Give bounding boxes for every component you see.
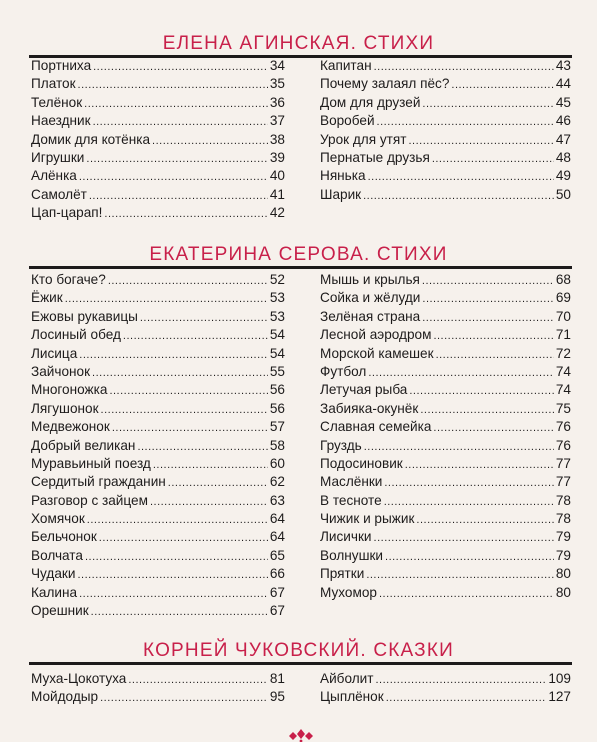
toc-entry-page: 78 bbox=[555, 492, 571, 508]
toc-entry bbox=[31, 547, 285, 565]
section-title-chukovsky: КОРНЕЙ ЧУКОВСКИЙ. СКАЗКИ bbox=[143, 640, 454, 661]
toc-entry bbox=[31, 112, 285, 130]
toc-entry-page: 66 bbox=[269, 566, 285, 582]
toc-entry bbox=[320, 381, 571, 399]
toc-entry bbox=[31, 473, 285, 491]
toc-entry-title: Лисички bbox=[320, 529, 372, 545]
toc-entry-page: 72 bbox=[555, 345, 571, 361]
toc-entry-page: 57 bbox=[269, 419, 285, 435]
toc-entry-title: Ёжик bbox=[31, 290, 63, 306]
dot-leader bbox=[84, 94, 268, 113]
toc-entry-page: 40 bbox=[269, 168, 285, 184]
toc-entry-title: Сердитый гражданин bbox=[31, 474, 166, 490]
toc-entry-page: 36 bbox=[269, 94, 285, 110]
toc-entry-page: 68 bbox=[555, 272, 571, 287]
toc-entry-page: 48 bbox=[555, 149, 571, 165]
toc-entry-page: 56 bbox=[269, 382, 285, 398]
dot-leader bbox=[89, 186, 268, 205]
toc-entry-page: 62 bbox=[269, 474, 285, 490]
toc-entry-title: Шарик bbox=[320, 186, 362, 202]
dot-leader bbox=[109, 381, 267, 400]
toc-entry bbox=[31, 326, 285, 344]
toc-entry-title: Сойка и жёлуди bbox=[320, 290, 421, 306]
dot-leader bbox=[91, 602, 268, 621]
toc-entry-page: 41 bbox=[269, 186, 285, 202]
toc-entry-page: 79 bbox=[555, 529, 571, 545]
toc-column-right bbox=[320, 670, 571, 707]
toc-column-right bbox=[320, 271, 571, 602]
section-title-aginskaya: ЕЛЕНА АГИНСКАЯ. СТИХИ bbox=[162, 33, 435, 54]
toc-entry-title: Добрый великан bbox=[31, 437, 136, 453]
toc-entry-title: Пернатые друзья bbox=[320, 149, 430, 165]
toc-entry-page: 55 bbox=[269, 363, 285, 379]
toc-entry bbox=[320, 326, 571, 344]
toc-entry bbox=[31, 131, 285, 149]
dot-leader bbox=[85, 547, 268, 566]
toc-entry bbox=[31, 688, 285, 706]
toc-entry-page: 71 bbox=[555, 327, 571, 343]
toc-entry-title: Ежовы рукавицы bbox=[31, 308, 138, 324]
toc-entry bbox=[31, 381, 285, 399]
toc-entry-page: 43 bbox=[555, 58, 571, 73]
toc-entry bbox=[320, 455, 571, 473]
toc-entry bbox=[31, 670, 285, 688]
toc-column-left bbox=[31, 57, 285, 223]
toc-entry-page: 75 bbox=[555, 400, 571, 416]
toc-entry-title: Морской камешек bbox=[320, 345, 434, 361]
toc-entry-title: Нянька bbox=[320, 168, 366, 184]
dot-leader bbox=[128, 670, 268, 689]
toc-entry bbox=[31, 345, 285, 363]
dot-leader bbox=[364, 437, 554, 456]
toc-entry bbox=[31, 492, 285, 510]
toc-entry bbox=[320, 473, 571, 491]
toc-entry-title: Цап-царап! bbox=[31, 205, 103, 221]
toc-column-right bbox=[320, 57, 571, 204]
toc-entry-page: 50 bbox=[555, 186, 571, 202]
toc-entry-title: В тесноте bbox=[320, 492, 382, 508]
toc-entry-page: 76 bbox=[555, 437, 571, 453]
toc-entry bbox=[31, 271, 285, 289]
toc-entry bbox=[31, 149, 285, 167]
toc-entry-title: Орешник bbox=[31, 603, 89, 619]
toc-entry bbox=[320, 112, 571, 130]
dot-leader bbox=[78, 75, 268, 94]
toc-entry-page: 44 bbox=[555, 76, 571, 92]
toc-entry-title: Кто богаче? bbox=[31, 272, 106, 287]
toc-entry-page: 74 bbox=[555, 382, 571, 398]
toc-entry bbox=[31, 400, 285, 418]
toc-entry-page: 109 bbox=[548, 671, 571, 686]
toc-entry-title: Мухомор bbox=[320, 584, 377, 600]
toc-entry-page: 54 bbox=[269, 327, 285, 343]
toc-entry bbox=[320, 688, 571, 706]
toc-entry-title: Многоножка bbox=[31, 382, 108, 398]
dot-leader bbox=[77, 565, 267, 584]
dot-leader bbox=[93, 112, 268, 131]
dot-leader bbox=[79, 167, 268, 186]
toc-entry-title: Муха-Цокотуха bbox=[31, 671, 127, 686]
toc-entry bbox=[31, 94, 285, 112]
toc-entry-page: 53 bbox=[269, 308, 285, 324]
toc-entry-page: 67 bbox=[269, 584, 285, 600]
toc-entry bbox=[320, 167, 571, 185]
toc-entry-title: Айболит bbox=[320, 671, 374, 686]
section-title-serova: ЕКАТЕРИНА СЕРОВА. СТИХИ bbox=[149, 244, 448, 265]
toc-entry-page: 38 bbox=[269, 131, 285, 147]
dot-leader bbox=[422, 94, 553, 113]
dot-leader bbox=[92, 363, 268, 382]
toc-entry-title: Телёнок bbox=[31, 94, 83, 110]
toc-entry-title: Волнушки bbox=[320, 547, 384, 563]
dot-leader bbox=[140, 308, 268, 327]
dot-leader bbox=[100, 688, 268, 707]
toc-entry-page: 58 bbox=[269, 437, 285, 453]
ornament-icon bbox=[286, 728, 316, 742]
toc-entry-page: 65 bbox=[269, 547, 285, 563]
toc-entry-title: Цыплёнок bbox=[320, 689, 384, 705]
toc-entry-title: Чижик и рыжик bbox=[320, 511, 415, 527]
toc-entry-title: Зелёная страна bbox=[320, 308, 421, 324]
dot-leader bbox=[99, 528, 268, 547]
toc-entry-title: Маслёнки bbox=[320, 474, 383, 490]
toc-entry-page: 64 bbox=[269, 511, 285, 527]
dot-leader bbox=[377, 112, 554, 131]
toc-entry-page: 74 bbox=[555, 363, 571, 379]
toc-entry-title: Лесной аэродром bbox=[320, 327, 432, 343]
toc-entry bbox=[320, 149, 571, 167]
toc-entry-page: 34 bbox=[269, 58, 285, 73]
dot-leader bbox=[384, 492, 554, 511]
dot-leader bbox=[87, 510, 268, 529]
toc-entry-title: Дом для друзей bbox=[320, 94, 421, 110]
toc-entry-title: Лягушонок bbox=[31, 400, 99, 416]
toc-entry bbox=[31, 204, 285, 222]
dot-leader bbox=[152, 131, 268, 150]
toc-entry-title: Лосиный обед bbox=[31, 327, 121, 343]
toc-entry bbox=[320, 547, 571, 565]
toc-entry-page: 77 bbox=[555, 455, 571, 471]
toc-entry-title: Чудаки bbox=[31, 566, 76, 582]
section-rule bbox=[29, 662, 572, 665]
toc-entry bbox=[31, 510, 285, 528]
toc-entry bbox=[31, 418, 285, 436]
toc-entry-page: 37 bbox=[269, 113, 285, 129]
dot-leader bbox=[79, 584, 268, 603]
dot-leader bbox=[363, 186, 554, 205]
dot-leader bbox=[65, 289, 268, 308]
toc-entry-title: Наездник bbox=[31, 113, 91, 129]
toc-entry-page: 52 bbox=[269, 272, 285, 287]
dot-leader bbox=[385, 547, 554, 566]
toc-entry bbox=[320, 363, 571, 381]
toc-entry-title: Лисица bbox=[31, 345, 78, 361]
toc-entry-page: 80 bbox=[555, 566, 571, 582]
dot-leader bbox=[79, 345, 268, 364]
toc-entry bbox=[31, 584, 285, 602]
dot-leader bbox=[112, 418, 268, 437]
toc-entry-title: Славная семейка bbox=[320, 419, 432, 435]
toc-entry bbox=[320, 289, 571, 307]
toc-entry-page: 78 bbox=[555, 511, 571, 527]
toc-entry bbox=[320, 308, 571, 326]
toc-entry bbox=[320, 345, 571, 363]
dot-leader bbox=[108, 271, 268, 290]
dot-leader bbox=[137, 437, 267, 456]
toc-entry-title: Подосиновик bbox=[320, 455, 403, 471]
section-rule bbox=[29, 266, 572, 269]
toc-entry-page: 69 bbox=[555, 290, 571, 306]
toc-entry-page: 46 bbox=[555, 113, 571, 129]
dot-leader bbox=[422, 289, 553, 308]
toc-entry-page: 127 bbox=[548, 689, 571, 705]
dot-leader bbox=[374, 528, 554, 547]
toc-entry-title: Волчата bbox=[31, 547, 83, 563]
toc-entry-page: 42 bbox=[269, 205, 285, 221]
dot-leader bbox=[168, 473, 268, 492]
toc-entry bbox=[320, 186, 571, 204]
toc-entry bbox=[31, 455, 285, 473]
dot-leader bbox=[101, 400, 268, 419]
toc-entry-page: 95 bbox=[269, 689, 285, 705]
toc-entry-title: Алёнка bbox=[31, 168, 77, 184]
toc-entry bbox=[320, 670, 571, 688]
toc-entry-title: Медвежонок bbox=[31, 419, 110, 435]
toc-entry-title: Домик для котёнка bbox=[31, 131, 151, 147]
toc-entry-page: 76 bbox=[555, 419, 571, 435]
toc-entry bbox=[320, 418, 571, 436]
toc-entry bbox=[320, 131, 571, 149]
toc-entry bbox=[31, 437, 285, 455]
toc-entry-title: Почему залаял пёс? bbox=[320, 76, 450, 92]
dot-leader bbox=[379, 584, 554, 603]
toc-entry bbox=[31, 186, 285, 204]
dot-leader bbox=[432, 149, 554, 168]
dot-leader bbox=[420, 400, 554, 419]
toc-entry bbox=[320, 492, 571, 510]
toc-entry bbox=[31, 75, 285, 93]
toc-entry-page: 39 bbox=[269, 149, 285, 165]
toc-entry bbox=[320, 57, 571, 75]
toc-entry-title: Груздь bbox=[320, 437, 362, 453]
dot-leader bbox=[422, 271, 554, 290]
toc-entry bbox=[320, 510, 571, 528]
toc-column-left bbox=[31, 271, 285, 620]
dot-leader bbox=[433, 326, 553, 345]
toc-entry-page: 53 bbox=[269, 290, 285, 306]
dot-leader bbox=[405, 455, 554, 474]
toc-entry bbox=[31, 565, 285, 583]
toc-entry bbox=[31, 602, 285, 620]
toc-entry-page: 64 bbox=[269, 529, 285, 545]
toc-entry-page: 47 bbox=[555, 131, 571, 147]
toc-entry bbox=[320, 437, 571, 455]
dot-leader bbox=[416, 510, 553, 529]
dot-leader bbox=[386, 688, 547, 707]
dot-leader bbox=[93, 57, 268, 76]
toc-entry bbox=[31, 289, 285, 307]
toc-entry-title: Урок для утят bbox=[320, 131, 407, 147]
dot-leader bbox=[368, 363, 554, 382]
toc-entry-page: 45 bbox=[555, 94, 571, 110]
toc-entry-title: Бельчонок bbox=[31, 529, 97, 545]
toc-entry-title: Хомячок bbox=[31, 511, 85, 527]
toc-entry-title: Портниха bbox=[31, 58, 92, 73]
toc-entry bbox=[31, 308, 285, 326]
toc-entry-title: Летучая рыба bbox=[320, 382, 408, 398]
toc-entry-title: Мышь и крылья bbox=[320, 272, 420, 287]
toc-entry bbox=[320, 400, 571, 418]
toc-entry bbox=[31, 57, 285, 75]
toc-entry-title: Муравьиный поезд bbox=[31, 455, 151, 471]
toc-column-left bbox=[31, 670, 285, 707]
toc-entry-title: Калина bbox=[31, 584, 78, 600]
dot-leader bbox=[384, 473, 554, 492]
dot-leader bbox=[422, 308, 554, 327]
toc-entry-title: Футбол bbox=[320, 363, 367, 379]
dot-leader bbox=[408, 131, 553, 150]
toc-entry-page: 67 bbox=[269, 603, 285, 619]
dot-leader bbox=[451, 75, 553, 94]
dot-leader bbox=[436, 345, 554, 364]
toc-entry-title: Мойдодыр bbox=[31, 689, 99, 705]
dot-leader bbox=[409, 381, 554, 400]
toc-entry-page: 80 bbox=[555, 584, 571, 600]
dot-leader bbox=[374, 57, 554, 76]
toc-entry-page: 35 bbox=[269, 76, 285, 92]
toc-entry bbox=[320, 584, 571, 602]
toc-entry-page: 79 bbox=[555, 547, 571, 563]
toc-entry-title: Воробей bbox=[320, 113, 375, 129]
toc-entry-page: 60 bbox=[269, 455, 285, 471]
toc-entry bbox=[320, 75, 571, 93]
toc-entry-page: 70 bbox=[555, 308, 571, 324]
dot-leader bbox=[433, 418, 553, 437]
toc-entry-title: Прятки bbox=[320, 566, 365, 582]
toc-entry-title: Разговор с зайцем bbox=[31, 492, 148, 508]
toc-entry-title: Самолёт bbox=[31, 186, 87, 202]
dot-leader bbox=[375, 670, 546, 689]
toc-entry bbox=[320, 94, 571, 112]
toc-entry-page: 56 bbox=[269, 400, 285, 416]
toc-entry-title: Платок bbox=[31, 76, 76, 92]
dot-leader bbox=[86, 149, 267, 168]
dot-leader bbox=[104, 204, 267, 223]
dot-leader bbox=[123, 326, 268, 345]
toc-entry bbox=[320, 271, 571, 289]
toc-entry-page: 49 bbox=[555, 168, 571, 184]
toc-entry bbox=[320, 528, 571, 546]
toc-entry-title: Забияка-окунёк bbox=[320, 400, 419, 416]
dot-leader bbox=[368, 167, 554, 186]
toc-entry-title: Зайчонок bbox=[31, 363, 91, 379]
toc-entry-page: 77 bbox=[555, 474, 571, 490]
toc-entry-page: 63 bbox=[269, 492, 285, 508]
dot-leader bbox=[153, 455, 268, 474]
toc-entry-page: 54 bbox=[269, 345, 285, 361]
toc-entry bbox=[320, 565, 571, 583]
dot-leader bbox=[366, 565, 554, 584]
toc-entry-title: Игрушки bbox=[31, 149, 85, 165]
toc-entry bbox=[31, 363, 285, 381]
toc-entry bbox=[31, 167, 285, 185]
toc-entry-title: Капитан bbox=[320, 58, 372, 73]
toc-entry-page: 81 bbox=[269, 671, 285, 686]
toc-entry bbox=[31, 528, 285, 546]
dot-leader bbox=[150, 492, 268, 511]
